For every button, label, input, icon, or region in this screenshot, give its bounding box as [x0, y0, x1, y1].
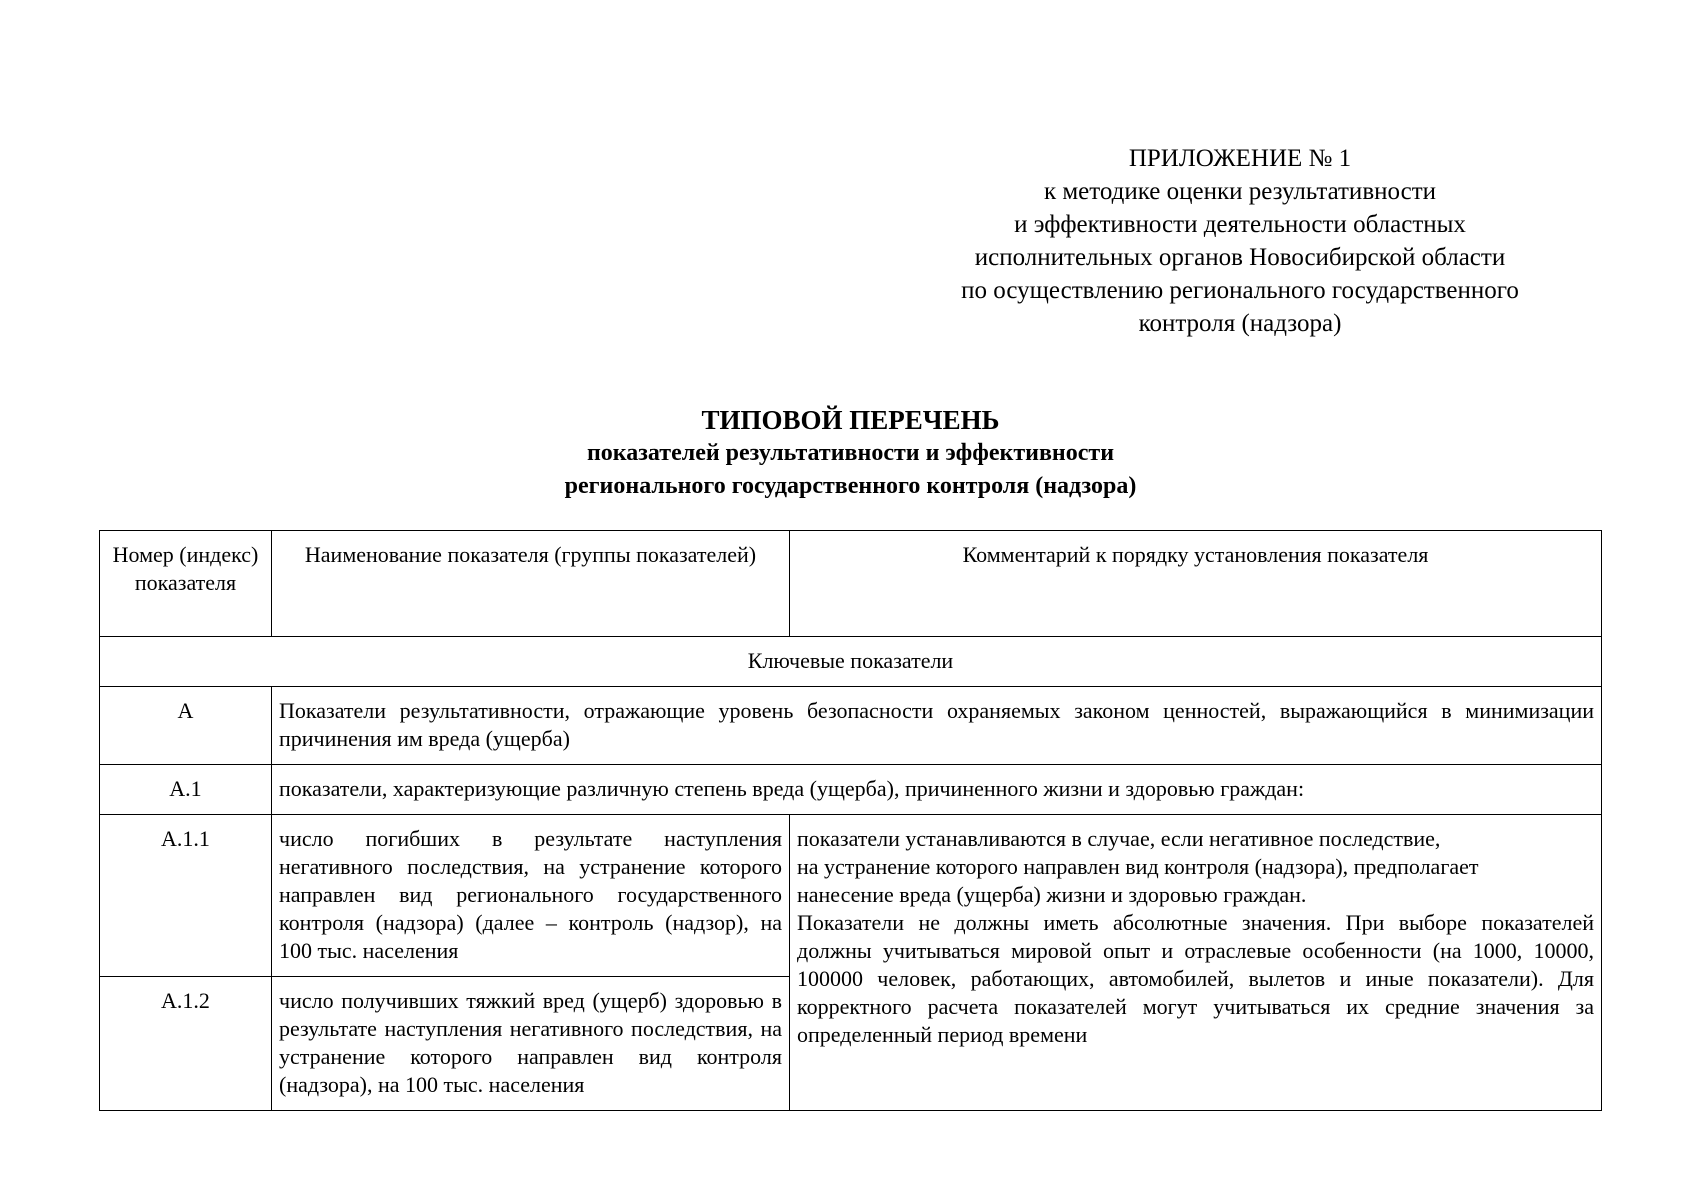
appendix-line-6: контроля (надзора) — [1138, 310, 1342, 337]
comment-line-1: показатели устанавливаются в случае, если негативное последствие, — [797, 826, 1441, 851]
header-comment: Комментарий к порядку установления показателя — [790, 531, 1602, 637]
row-a11-index: А.1.1 — [100, 815, 272, 977]
row-a12-index: А.1.2 — [100, 977, 272, 1111]
appendix-line-3: и эффективности деятельности областных — [1014, 211, 1466, 238]
row-a1-index: А.1 — [100, 765, 272, 815]
appendix-header — [940, 142, 1540, 340]
appendix-line-4: исполнительных органов Новосибирской области — [974, 244, 1506, 271]
document-subtitle-2: регионального государственного контроля (надзора) — [564, 473, 1137, 499]
row-a12-text: число получивших тяжкий вред (ущерб) здоровью в результате наступления негативного последствия, на устранение которого направлен вид контроля (надзора), на 100 тыс. населения — [272, 977, 790, 1111]
comment-line-2: на устранение которого направлен вид контроля (надзора), предполагает — [797, 854, 1479, 879]
appendix-line-2: к методике оценки результативности — [1043, 178, 1437, 205]
row-a-index: А — [100, 687, 272, 765]
header-name: Наименование показателя (группы показателей) — [272, 531, 790, 637]
appendix-line-1: ПРИЛОЖЕНИЕ № 1 — [1128, 145, 1352, 172]
table-header-row — [100, 531, 1602, 637]
indicators-table — [99, 530, 1602, 1111]
appendix-line-5: по осуществлению регионального государственного — [961, 277, 1519, 304]
shared-comment — [790, 815, 1602, 1111]
row-a-text: Показатели результативности, отражающие уровень безопасности охраняемых законом ценностей, выражающийся в минимизации причинения им вреда (ущерба) — [272, 687, 1602, 765]
document-title: ТИПОВОЙ ПЕРЕЧЕНЬ — [701, 405, 1000, 435]
row-a11-text: число погибших в результате наступления негативного последствия, на устранение которого направлен вид регионального государственного контроля (надзора) (далее – контроль (надзор), на 100 тыс. населения — [272, 815, 790, 977]
document-heading — [100, 404, 1601, 503]
table-row-a — [100, 687, 1602, 765]
document-subtitle-1: показателей результативности и эффективности — [586, 440, 1115, 466]
header-number: Номер (индекс) показателя — [100, 531, 272, 637]
comment-part-2: Показатели не должны иметь абсолютные значения. При выборе показателей должны учитываться мировой опыт и отраслевые особенности (на 1000, 10000, 100000 человек, работающих, автомобилей, вылетов и иные показатели). Для корректного расчета показателей могут учитываться их средние значения за определенный период времени — [797, 910, 1594, 1047]
section-row — [100, 637, 1602, 687]
comment-line-3: нанесение вреда (ущерба) жизни и здоровью граждан. — [797, 882, 1307, 907]
section-key-indicators: Ключевые показатели — [100, 637, 1602, 687]
row-a1-text: показатели, характеризующие различную степень вреда (ущерба), причиненного жизни и здоровью граждан: — [272, 765, 1602, 815]
table-row-a1 — [100, 765, 1602, 815]
table-row-a11 — [100, 815, 1602, 977]
